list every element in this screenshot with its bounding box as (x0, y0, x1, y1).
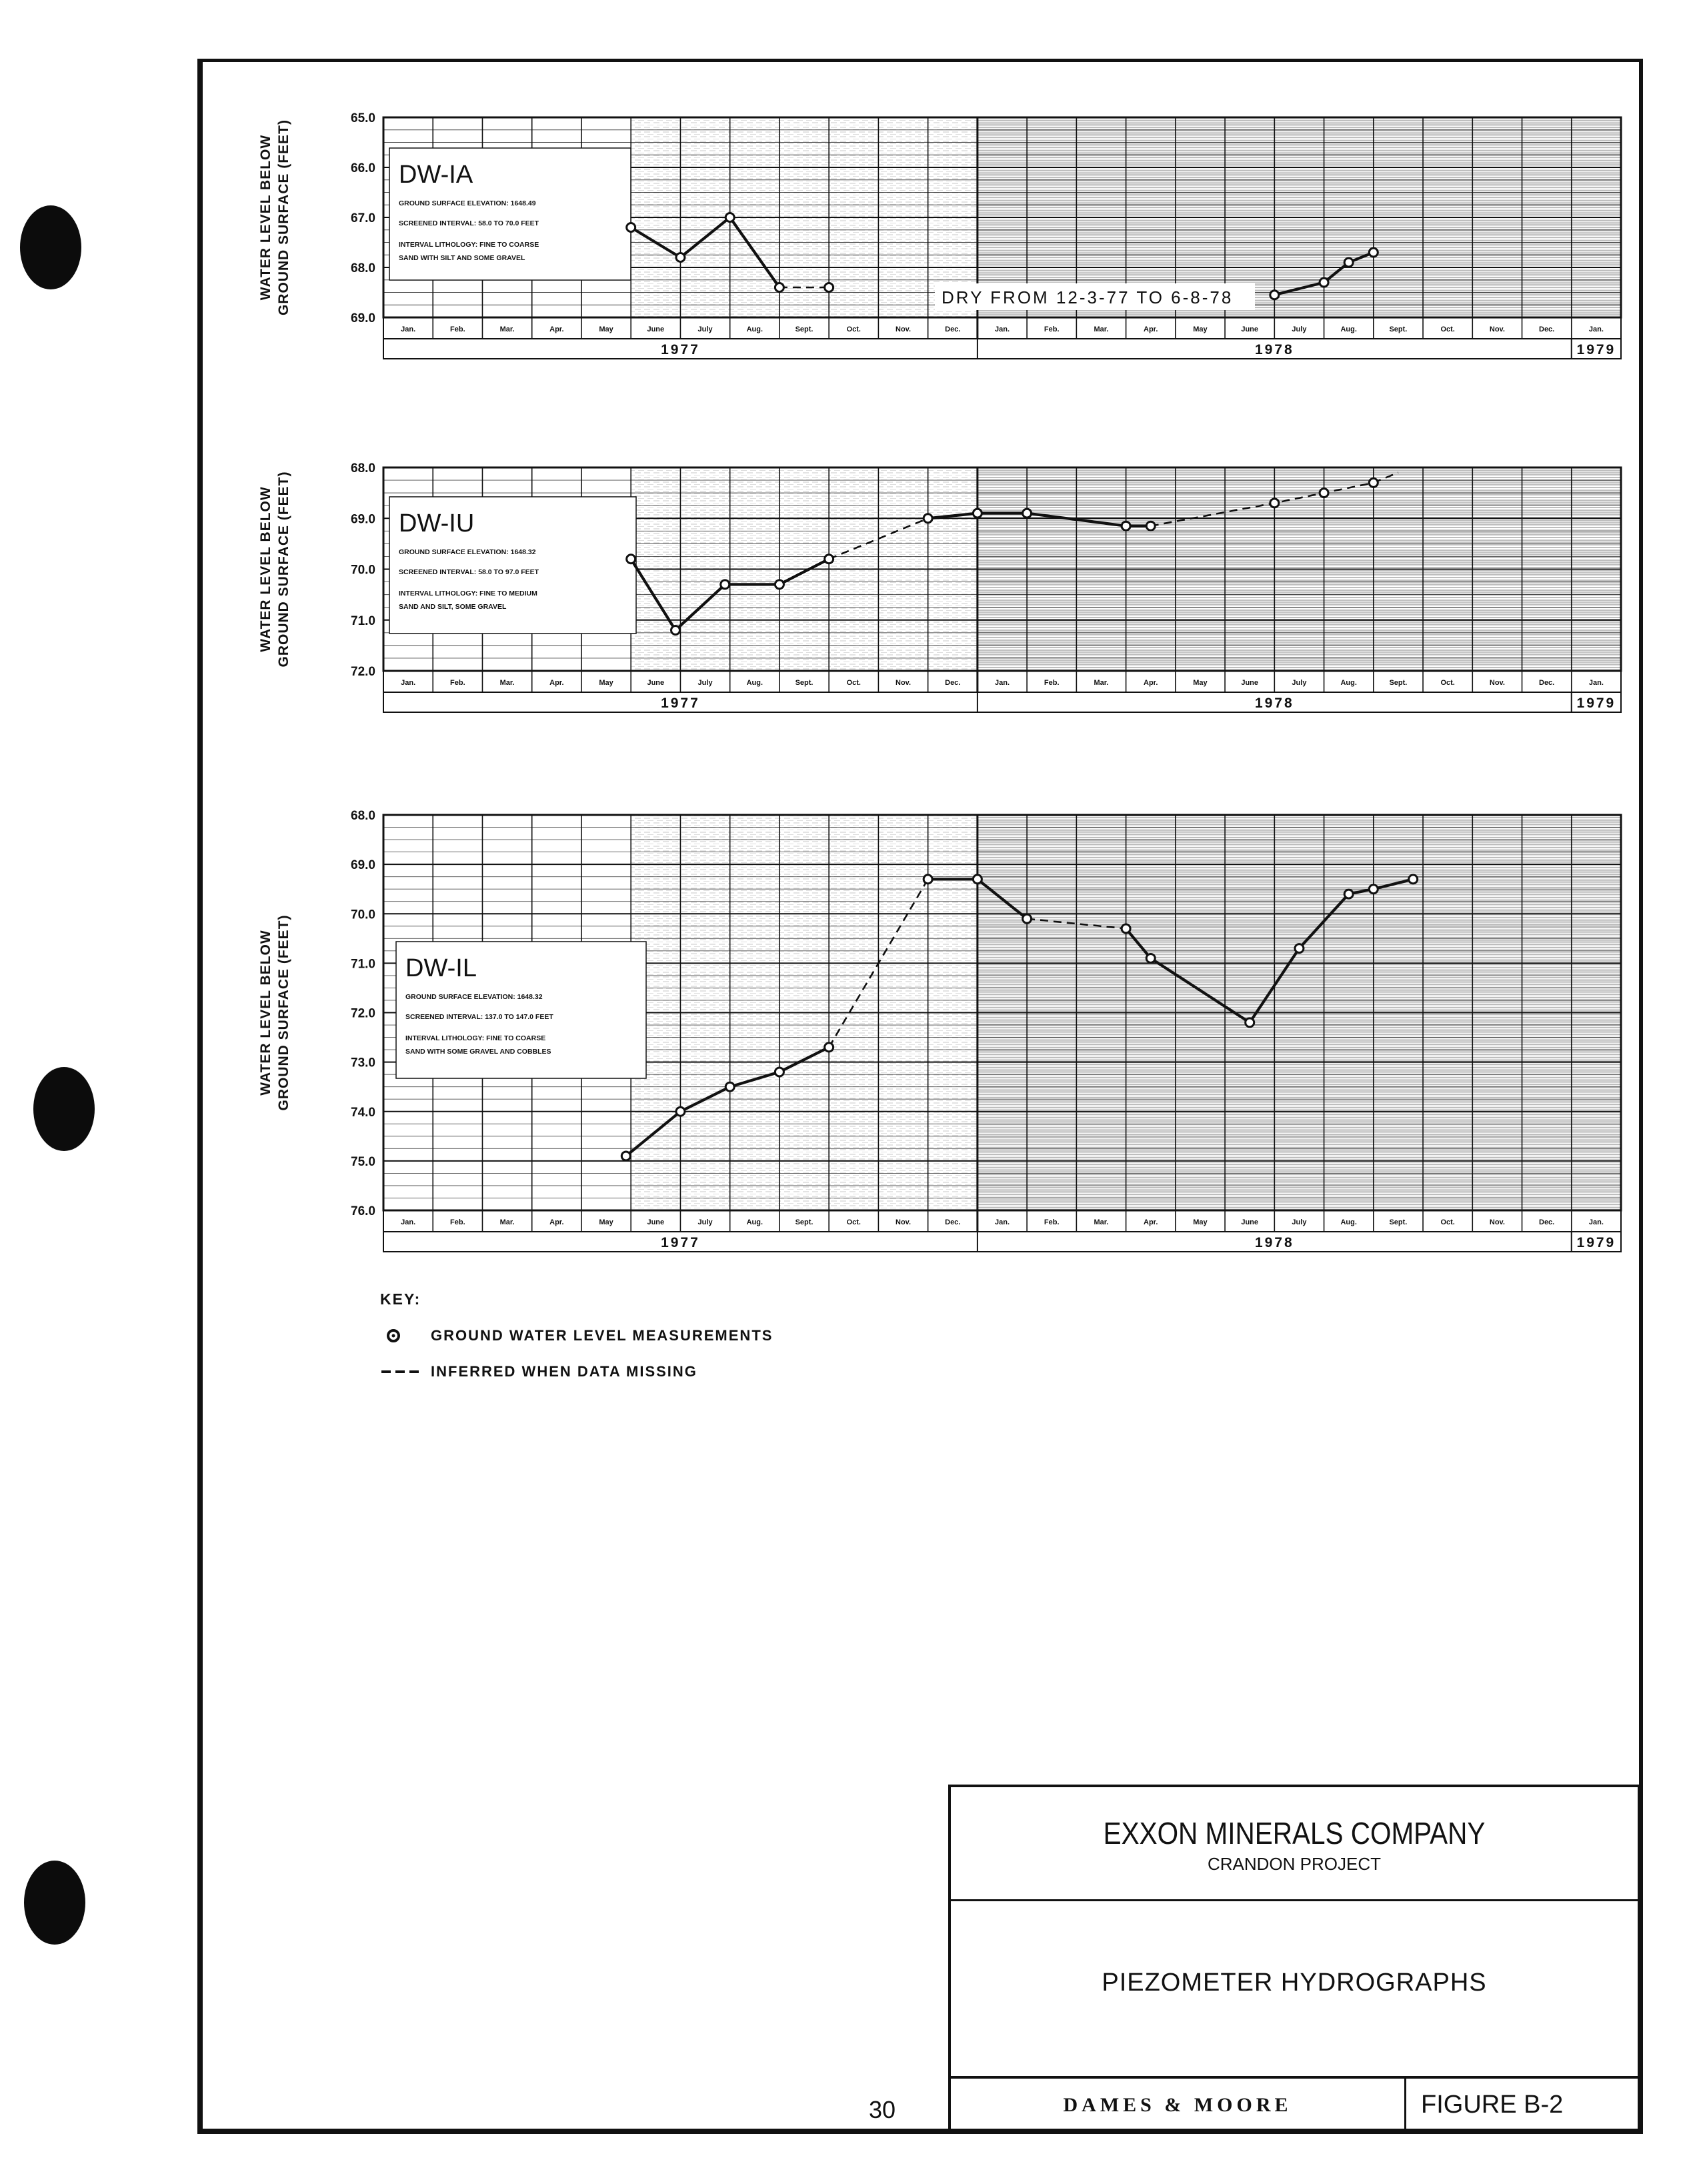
firm-logo: DAMES & MOORE (951, 2076, 1406, 2134)
measurement-point (1023, 914, 1032, 923)
y-tick-label: 71.0 (351, 614, 375, 628)
year-label: 1978 (1254, 696, 1294, 711)
month-label: Jan. (994, 325, 1010, 333)
y-tick-label: 76.0 (351, 1204, 375, 1218)
month-label: Mar. (1094, 1218, 1109, 1226)
month-label: Mar. (1094, 325, 1109, 333)
key-row-measurements (380, 1318, 980, 1354)
year-label: 1978 (1254, 342, 1294, 357)
month-label: July (697, 1218, 713, 1226)
year-label: 1979 (1576, 342, 1616, 357)
measurement-point (924, 875, 932, 884)
y-tick-label: 68.0 (351, 261, 375, 275)
measurement-point (725, 213, 734, 222)
measurement-point (1146, 954, 1155, 962)
measurement-point (924, 514, 932, 523)
month-label: Apr. (549, 679, 564, 687)
figure-number: FIGURE B-2 (1421, 2091, 1564, 2119)
month-label: Jan. (401, 325, 416, 333)
month-label: Dec. (945, 679, 961, 687)
y-axis-label: GROUND SURFACE (FEET) (276, 119, 291, 315)
company-name: EXXON MINERALS COMPANY (1103, 1816, 1486, 1851)
y-tick-label: 68.0 (351, 461, 375, 475)
month-label: May (599, 1218, 613, 1226)
month-label: July (1292, 325, 1307, 333)
year-row (383, 339, 1621, 359)
month-label: Oct. (1440, 325, 1455, 333)
month-label: July (1292, 679, 1307, 687)
measurement-point (775, 580, 783, 589)
y-tick-label: 69.0 (351, 858, 375, 873)
dry-period-annotation: DRY FROM 12-3-77 TO 6-8-78 (942, 287, 1234, 307)
month-label: Apr. (1144, 679, 1158, 687)
well-info-line: SAND AND SILT, SOME GRAVEL (399, 603, 507, 611)
month-label: Aug. (1340, 1218, 1357, 1226)
month-label: Aug. (1340, 325, 1357, 333)
y-tick-label: 68.0 (351, 809, 375, 823)
year-row (383, 1232, 1621, 1252)
month-label: June (1241, 1218, 1259, 1226)
measurement-point (725, 1082, 734, 1091)
chart-key (380, 1290, 980, 1390)
month-label: Feb. (450, 1218, 465, 1226)
y-tick-label: 70.0 (351, 908, 375, 922)
month-label: Dec. (1539, 325, 1555, 333)
month-label: Apr. (549, 325, 564, 333)
hydrograph-dw-ia (258, 111, 1621, 359)
month-label: June (647, 1218, 665, 1226)
month-label: July (697, 679, 713, 687)
month-label: Sept. (1389, 325, 1408, 333)
month-label: June (1241, 679, 1259, 687)
y-tick-label: 66.0 (351, 161, 375, 175)
measurement-point (1023, 509, 1032, 517)
month-label: June (647, 325, 665, 333)
month-label: Apr. (1144, 325, 1158, 333)
month-label: Jan. (1588, 1218, 1604, 1226)
month-label: Oct. (1440, 679, 1455, 687)
month-label: Feb. (450, 325, 465, 333)
well-info-line: INTERVAL LITHOLOGY: FINE TO MEDIUM (399, 590, 537, 598)
title-block (948, 1785, 1640, 2131)
well-info-line: GROUND SURFACE ELEVATION: 1648.49 (399, 199, 536, 207)
title-block-header (951, 1787, 1638, 1901)
well-info-line: INTERVAL LITHOLOGY: FINE TO COARSE (405, 1034, 546, 1042)
y-tick-label: 69.0 (351, 311, 375, 325)
y-tick-label: 74.0 (351, 1105, 375, 1120)
well-info-line: GROUND SURFACE ELEVATION: 1648.32 (405, 993, 543, 1001)
measurement-point (973, 509, 982, 517)
month-label: Dec. (945, 325, 961, 333)
y-tick-label: 69.0 (351, 512, 375, 527)
well-name: DW-IL (405, 954, 477, 982)
month-label: Oct. (1440, 1218, 1455, 1226)
year-label: 1978 (1254, 1235, 1294, 1250)
measurement-point (825, 1043, 833, 1052)
month-label: Jan. (994, 1218, 1010, 1226)
y-axis-label: WATER LEVEL BELOW (258, 134, 273, 301)
measurement-point (1295, 944, 1304, 953)
well-info-line: SAND WITH SILT AND SOME GRAVEL (399, 254, 525, 262)
well-info-line: GROUND SURFACE ELEVATION: 1648.32 (399, 548, 536, 556)
month-label: Nov. (1489, 325, 1505, 333)
month-label: Feb. (1044, 325, 1060, 333)
y-tick-label: 67.0 (351, 211, 375, 225)
measurement-point (1344, 890, 1353, 898)
drawing-title: PIEZOMETER HYDROGRAPHS (1102, 1969, 1487, 1997)
key-measurements-label: GROUND WATER LEVEL MEASUREMENTS (431, 1327, 773, 1344)
month-label: Jan. (401, 679, 416, 687)
measurement-point (676, 253, 685, 262)
key-row-inferred (380, 1354, 980, 1390)
month-label: Sept. (1389, 1218, 1408, 1226)
hydrograph-dw-il (258, 809, 1621, 1252)
month-label: Dec. (1539, 679, 1555, 687)
measurement-point (825, 283, 833, 292)
y-tick-label: 71.0 (351, 957, 375, 972)
month-label: Aug. (1340, 679, 1357, 687)
y-axis-label: GROUND SURFACE (FEET) (276, 914, 291, 1111)
month-label: May (599, 679, 613, 687)
month-label: May (599, 325, 613, 333)
month-label: Nov. (896, 325, 912, 333)
key-title: KEY: (380, 1290, 421, 1308)
circle-marker-icon (380, 1326, 431, 1346)
month-label: Mar. (499, 679, 515, 687)
month-label: June (647, 679, 665, 687)
measurement-point (671, 626, 680, 635)
month-label: Nov. (1489, 1218, 1505, 1226)
measurement-point (1320, 489, 1328, 497)
measurement-point (676, 1107, 685, 1116)
month-label: Nov. (896, 1218, 912, 1226)
well-name: DW-IA (399, 161, 473, 189)
month-label: Mar. (499, 325, 515, 333)
key-inferred-label: INFERRED WHEN DATA MISSING (431, 1363, 697, 1380)
measurement-point (1122, 924, 1130, 933)
y-axis-label: GROUND SURFACE (FEET) (276, 471, 291, 668)
binder-hole-bottom (24, 1861, 85, 1945)
month-label: Feb. (450, 679, 465, 687)
month-label: Dec. (1539, 1218, 1555, 1226)
y-tick-label: 73.0 (351, 1056, 375, 1070)
month-label: July (697, 325, 713, 333)
measurement-point (775, 283, 783, 292)
month-label: Aug. (746, 325, 763, 333)
month-label: Sept. (795, 325, 813, 333)
y-axis-label: WATER LEVEL BELOW (258, 486, 273, 652)
measurement-point (1246, 1018, 1254, 1027)
measurement-point (973, 875, 982, 884)
year-label: 1979 (1576, 696, 1616, 711)
month-label: Apr. (1144, 1218, 1158, 1226)
month-label: May (1193, 325, 1208, 333)
title-block-drawing (951, 1899, 1638, 2079)
well-name: DW-IU (399, 509, 475, 537)
measurement-point (621, 1152, 630, 1160)
month-label: Nov. (896, 679, 912, 687)
month-label: Sept. (795, 679, 813, 687)
month-label: Jan. (1588, 679, 1604, 687)
y-tick-label: 75.0 (351, 1154, 375, 1169)
well-info-line: SAND WITH SOME GRAVEL AND COBBLES (405, 1048, 551, 1056)
measurement-point (627, 223, 635, 232)
month-label: Jan. (401, 1218, 416, 1226)
measurement-point (627, 555, 635, 564)
measurement-point (775, 1068, 783, 1076)
page-number: 30 (869, 2096, 896, 2123)
measurement-point (1369, 248, 1378, 257)
month-label: Sept. (1389, 679, 1408, 687)
month-label: Mar. (499, 1218, 515, 1226)
month-label: Sept. (795, 1218, 813, 1226)
measurement-point (1122, 521, 1130, 530)
measurement-point (1369, 885, 1378, 894)
y-axis-label: WATER LEVEL BELOW (258, 930, 273, 1096)
y-tick-label: 72.0 (351, 1006, 375, 1021)
month-label: May (1193, 1218, 1208, 1226)
measurement-point (1369, 478, 1378, 487)
month-label: Jan. (1588, 325, 1604, 333)
well-info-line: SCREENED INTERVAL: 58.0 TO 70.0 FEET (399, 219, 539, 227)
project-name: CRANDON PROJECT (1207, 1854, 1381, 1874)
measurement-point (721, 580, 729, 589)
measurement-point (1344, 258, 1353, 267)
hydrograph-dw-iu (258, 461, 1621, 712)
month-label: Oct. (846, 325, 861, 333)
y-tick-label: 70.0 (351, 563, 375, 578)
month-label: Mar. (1094, 679, 1109, 687)
month-label: Feb. (1044, 679, 1060, 687)
month-label: June (1241, 325, 1259, 333)
month-label: Feb. (1044, 1218, 1060, 1226)
year-label: 1977 (661, 342, 700, 357)
year-label: 1977 (661, 1235, 700, 1250)
month-label: Aug. (746, 1218, 763, 1226)
measurement-point (825, 555, 833, 564)
measurement-point (1409, 875, 1418, 884)
well-info-line: SCREENED INTERVAL: 58.0 TO 97.0 FEET (399, 568, 539, 576)
well-info-line: INTERVAL LITHOLOGY: FINE TO COARSE (399, 241, 539, 249)
year-label: 1977 (661, 696, 700, 711)
year-row (383, 692, 1621, 712)
year-label: 1979 (1576, 1235, 1616, 1250)
month-label: Jan. (994, 679, 1010, 687)
month-label: Oct. (846, 1218, 861, 1226)
month-label: Oct. (846, 679, 861, 687)
month-label: Aug. (746, 679, 763, 687)
month-label: July (1292, 1218, 1307, 1226)
y-tick-label: 72.0 (351, 665, 375, 679)
month-label: May (1193, 679, 1208, 687)
month-label: Apr. (549, 1218, 564, 1226)
dashed-line-icon (380, 1362, 431, 1382)
title-block-footer (951, 2076, 1638, 2134)
y-tick-label: 65.0 (351, 111, 375, 125)
measurement-point (1270, 499, 1279, 507)
measurement-point (1146, 521, 1155, 530)
measurement-point (1270, 291, 1279, 299)
well-info-line: SCREENED INTERVAL: 137.0 TO 147.0 FEET (405, 1013, 553, 1021)
measurement-point (1320, 278, 1328, 287)
month-label: Nov. (1489, 679, 1505, 687)
month-label: Dec. (945, 1218, 961, 1226)
